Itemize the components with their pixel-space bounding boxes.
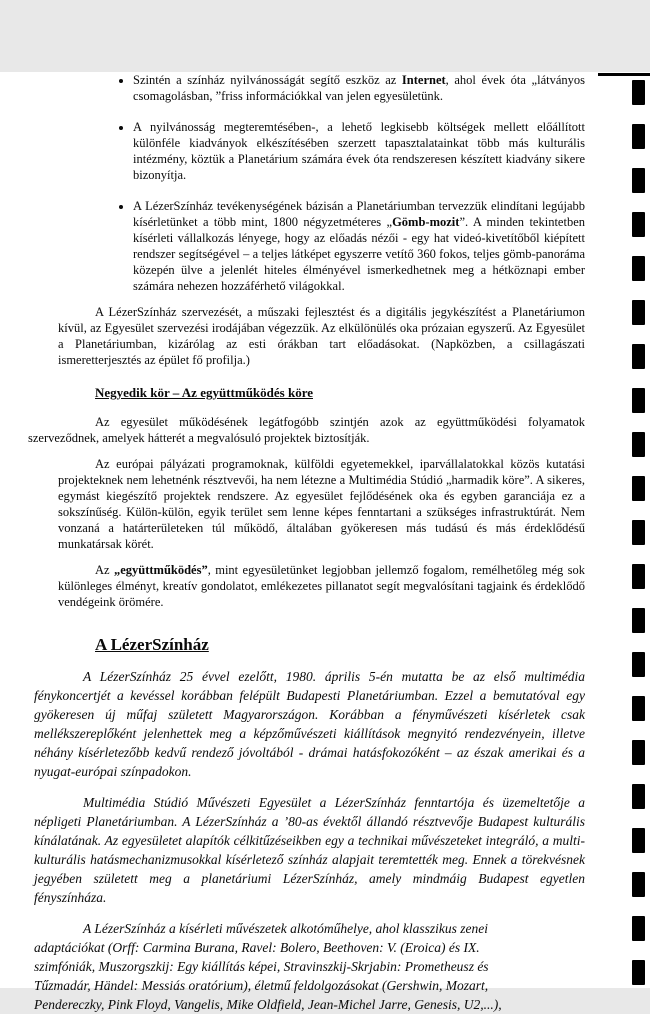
bullet-item-publications	[133, 119, 585, 183]
binding-mark	[632, 476, 645, 501]
binding-mark	[632, 520, 645, 545]
binding-mark	[632, 960, 645, 985]
bullet-item-internet	[133, 72, 585, 104]
bullet-text: , ahol évek óta „látványos csomagolásban, ”friss információkkal van jelen egyesületünk.	[133, 73, 586, 103]
binding-mark	[632, 256, 645, 281]
paragraph-cooperation-closing	[58, 562, 585, 610]
binding-mark	[632, 168, 645, 193]
scan-edge-line	[598, 73, 650, 76]
section-heading-laser-theatre: A LézerSzínház	[95, 635, 209, 654]
section-heading-fourth-circle: Negyedik kör – Az együttműködés köre	[95, 385, 313, 400]
paragraph-text: , mint egyesületünket legjobban jellemző fogalom, remélhetőleg még sok különleges élményt, kreatív gondolatot, emlékezetes pillanatot segít megvalósítani tagjaink és érdeklődő vendégeink örömére.	[58, 563, 585, 609]
binding-mark	[632, 212, 645, 237]
paragraph-laser-history: A LézerSzínház 25 évvel ezelőtt, 1980. április 5-én mutatta be az első multimédia fénykoncertjét a kevéssel korábban felépült Budapesti Planetáriumban. Ezzel a bemutatóval egy gyökeresen új műfaj született Magyarországon. Korábban a fényművészeti kísérletek csak mellékszereplőként jelenhettek meg a képzőművészeti kiállítások megnyitó rendezvényein, illetve néhány kísérletezőbb kedvű rendező jóvoltából - drámai hatásfokozóként – az észak amerikai és a nyugat-európai színpadokon.	[34, 669, 585, 779]
paragraph-organization: A LézerSzínház szervezését, a műszaki fejlesztést és a digitális jegykészítést a Planetáriumon kívül, az Egyesület szervezési irodájában végezzük. Az elkülönülés oka prózaian egyszerű. Az Egyesület a Planetáriumban, kizárólag az esti órákban tart előadásokat. (Napközben, a csillagászati ismeretterjesztés az épület fő profilja.)	[58, 305, 585, 367]
paragraph-cooperation-projects: Az európai pályázati programoknak, külföldi egyetemekkel, iparvállalatokkal közös kutatási projekteknek nem lehetnénk résztvevői, ha nem létezne a Multimédia Stúdió „harmadik köre”. A sikeres, egymást kiegészítő projektek rendszere. Az egyesület fejlődésének oka és egyben garanciája ez a sokszínűség. Külön-külön, egyik terület sem lenne képes fenntartani a szükséges infrastruktúrát. Nem vonzaná a határterületeken túl működő, általában gyökeresen más tudású és más érdeklődésű munkatársak körét.	[58, 457, 585, 551]
paragraph-text: Az	[95, 563, 114, 577]
binding-mark	[632, 564, 645, 589]
bullet-text: A nyilvánosság megteremtésében-, a lehető legkisebb költségek mellett előállított különféle kiadványok elkészítésében szerzett tapasztalatainkat több más kulturális intézmény, köztük a Planetárium számára évek óta rendszeresen készített kiadvány sikere bizonyítja.	[133, 120, 585, 182]
bold-word-internet: Internet	[401, 73, 446, 87]
binding-mark	[632, 828, 645, 853]
bold-word-dome-cinema: Gömb-mozit	[392, 215, 460, 229]
bullet-item-dome-cinema	[133, 198, 585, 294]
binding-mark	[632, 608, 645, 633]
first-section	[0, 72, 650, 610]
binding-mark	[632, 124, 645, 149]
binding-mark	[632, 740, 645, 765]
binding-mark	[632, 696, 645, 721]
bold-word-cooperation: „együttműködés”	[113, 563, 208, 577]
laser-theatre-section	[0, 667, 650, 1014]
binding-mark	[632, 872, 645, 897]
binding-mark	[632, 652, 645, 677]
bullet-text: Szintén a színház nyilvánosságát segítő eszköz az	[133, 73, 402, 87]
binding-mark	[632, 344, 645, 369]
bullet-text: A LézerSzínház tevékenységének bázisán a Planetáriumban tervezzük elindítani legújabb kísérletünket a több mint, 1800 négyzetméteres „	[133, 199, 585, 229]
scanned-document-page	[0, 72, 650, 1012]
bullet-list	[58, 72, 585, 294]
binding-mark	[632, 784, 645, 809]
binding-mark	[632, 80, 645, 105]
binding-mark	[632, 300, 645, 325]
binding-mark	[632, 916, 645, 941]
paragraph-cooperation-intro: Az egyesület működésének legátfogóbb szintjén azok az együttműködési folyamatok szerveződnek, amelyek hátterét a megvalósuló projektek biztosítják.	[28, 415, 585, 445]
paragraph-laser-operator: Multimédia Stúdió Művészeti Egyesület a LézerSzínház fenntartója és üzemeltetője a népligeti Planetáriumban. A LézerSzínház a ’80-as évektől állandó résztvevője Budapest kulturális kínálatának. Az egyesületet alapítók célkitűzéseikben egy a technikai művészeteket integráló, a multi-kulturális hatásmechanizmusokkal kísérletező színház alapjait teremtették meg. Ennek a törekvésnek jegyében született meg a planetáriumi LézerSzínház, amely mindmáig Budapest egyetlen fényszínháza.	[34, 795, 585, 905]
binding-mark	[632, 432, 645, 457]
paragraph-laser-repertoire: A LézerSzínház a kísérleti művészetek alkotóműhelye, ahol klasszikus zenei adaptációkat (Orff: Carmina Burana, Ravel: Bolero, Beethoven: V. (Eroica) és IX. szimfóniák, Muszorgszkij: Egy kiállítás képei, Stravinszkij-Skrjabin: Prometheusz és Tűzmadár, Händel: Messiás oratórium), életmű feldolgozásokat (Gershwin, Mozart, Pendereczky, Pink Floyd, Vangelis, Mike Oldfield, Jean-Michel Jarre, Genesis, U2,...),	[34, 921, 502, 1012]
bullet-text: ”. A minden tekintetben kísérleti vállalkozás lényege, hogy az előadás nézői - egy hat videó-kivetítőből kiépített rendszer segítségével – a teljes látképet egyszerre vetítő 360 fokos, teljes gömb-panoráma közepén ülve a jelenlét hiteles élményével ismerkedhetnek meg a hétköznapi ember számára nehezen hozzáférhető világokkal.	[133, 215, 585, 293]
binding-mark	[632, 388, 645, 413]
